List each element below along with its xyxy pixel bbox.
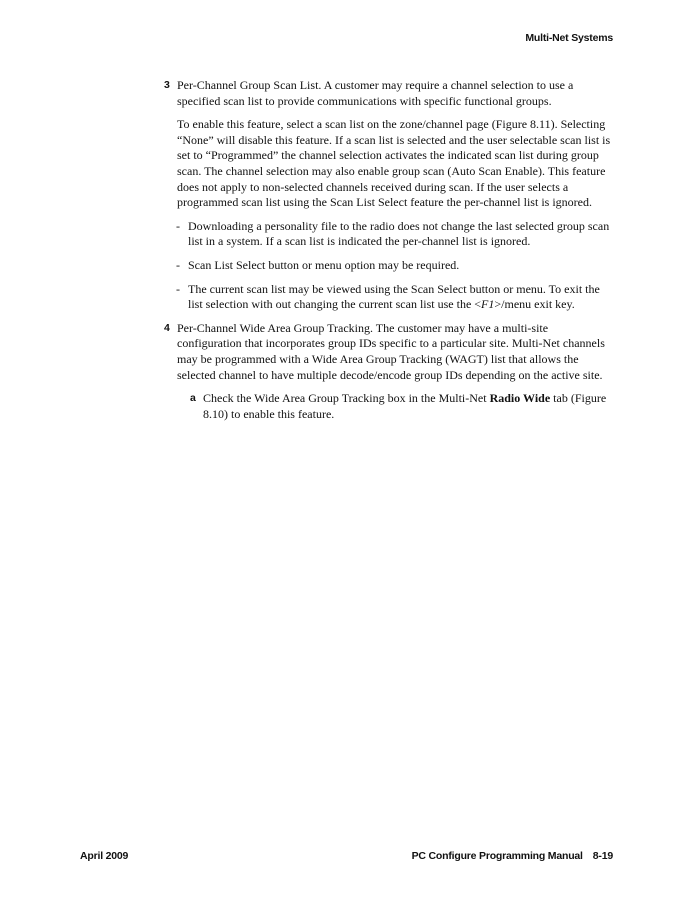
bullet-item xyxy=(164,282,615,313)
dash-marker: - xyxy=(176,218,180,233)
sub-item-label: a xyxy=(190,392,196,405)
sub-text-before: Check the Wide Area Group Tracking box in the Multi-Net xyxy=(203,391,490,406)
dash-marker: - xyxy=(176,281,180,296)
page-number: 8-19 xyxy=(592,850,613,862)
dash-marker: - xyxy=(176,257,180,272)
bullet-text-before: The current scan list may be viewed using the Scan Select button or menu. To exit the list selection with out changing the current scan list use the < xyxy=(188,281,600,312)
footer-right xyxy=(412,850,613,862)
footer-date: April 2009 xyxy=(80,850,129,862)
running-header: Multi-Net Systems xyxy=(525,32,613,44)
tab-name: Radio Wide xyxy=(489,391,551,406)
footer-manual-title: PC Configure Programming Manual xyxy=(411,850,583,862)
item-text: Per-Channel Wide Area Group Tracking. The customer may have a multi-site configuration that incorporates group IDs specific to a particular site. Multi-Net channels may be programmed with a Wide Area Group Tracking (WAGT) list that allows the selected channel to have multiple decode/encode group IDs depending on the active site. xyxy=(177,320,605,382)
key-name: F1 xyxy=(481,297,495,312)
list-item-3 xyxy=(164,78,615,109)
sub-item xyxy=(177,391,615,422)
bullet-item xyxy=(164,219,615,250)
item-number: 3 xyxy=(164,79,170,91)
bullet-text: Downloading a personality file to the radio does not change the last selected group scan list in a system. If a scan list is indicated the per-channel list is ignored. xyxy=(188,218,610,249)
bullet-item xyxy=(164,258,615,274)
paragraph: To enable this feature, select a scan list on the zone/channel page (Figure 8.11). Selecting “None” will disable this feature. If a scan list is selected and the user selectable scan list is set to “Programmed” the channel selection activates the indicated scan list during group scan. The channel selection may also enable group scan (Auto Scan Enable). This feature does not apply to non-selected channels received during scan. If the user selects a programmed scan list using the Scan List Select feature the per-channel list is ignored. xyxy=(177,117,611,210)
list-item-4 xyxy=(164,321,615,423)
bullet-text-after: >/menu exit key. xyxy=(494,297,575,312)
sub-text-after: tab (Figure 8.10) to enable this feature. xyxy=(203,391,607,421)
bullet-text: Scan List Select button or menu option may be required. xyxy=(188,257,460,272)
page-body xyxy=(164,78,615,430)
item-text: Per-Channel Group Scan List. A customer may require a channel selection to use a specified scan list to provide communications with specific functional groups. xyxy=(177,78,574,108)
item-number: 4 xyxy=(164,321,170,334)
